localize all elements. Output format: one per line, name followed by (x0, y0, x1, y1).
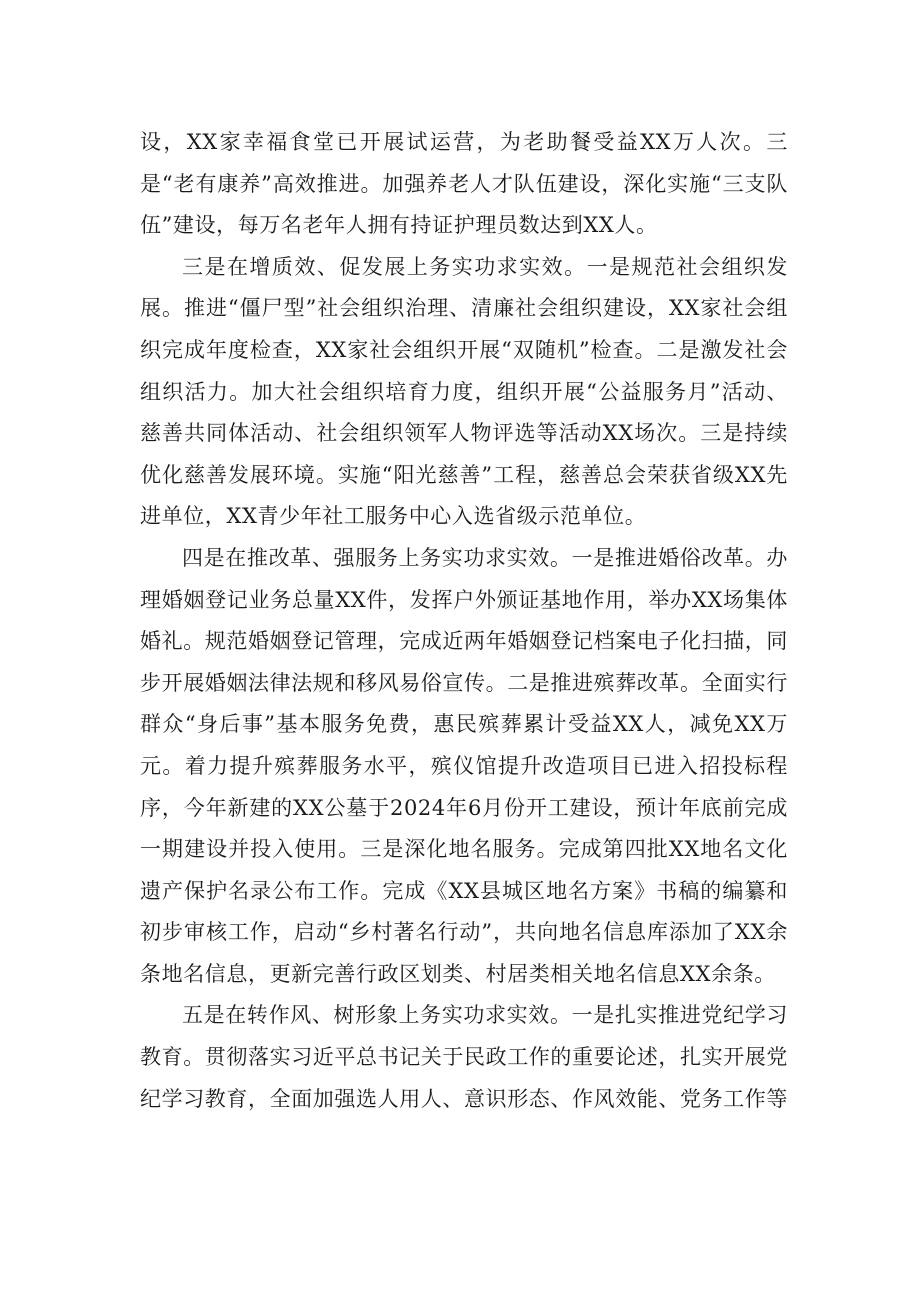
paragraph-1: 设，XX家幸福食堂已开展试运营，为老助餐受益XX万人次。三是“老有康养”高效推进。加强养老人才队伍建设，深化实施“三支队伍”建设，每万名老年人拥有持证护理员数达到XX人。 (140, 130, 788, 238)
paragraph-3: 四是在推改革、强服务上务实功求实效。一是推进婚俗改革。办理婚姻登记业务总量XX件，发挥户外颁证基地作用，举办XX场集体婚礼。规范婚姻登记管理，完成近两年婚姻登记档案电子化扫描，同步开展婚姻法律法规和移风易俗宣传。二是推进殡葬改革。全面实行群众“身后事”基本服务免费，惠民殡葬累计受益XX人，减免XX万元。着力提升殡葬服务水平，殡仪馆提升改造项目已进入招投标程序，今年新建的XX公墓于2024年6月份开工建设，预计年底前完成一期建设并投入使用。三是深化地名服务。完成第四批XX地名文化遗产保护名录公布工作。完成《XX县城区地名方案》书稿的编纂和初步审核工作，启动“乡村著名行动”，共向地名信息库添加了XX余条地名信息，更新完善行政区划类、村居类相关地名信息XX余条。 (140, 545, 788, 986)
document-body (140, 122, 788, 1120)
paragraph-4: 五是在转作风、树形象上务实功求实效。一是扎实推进党纪学习教育。贯彻落实习近平总书记关于民政工作的重要论述，扎实开展党纪学习教育，全面加强选人用人、意识形态、作风效能、党务工作等 (140, 1003, 788, 1111)
paragraph-2: 三是在增质效、促发展上务实功求实效。一是规范社会组织发展。推进“僵尸型”社会组织治理、清廉社会组织建设，XX家社会组织完成年度检查，XX家社会组织开展“双随机”检查。二是激发社会组织活力。加大社会组织培育力度，组织开展“公益服务月”活动、慈善共同体活动、社会组织领军人物评选等活动XX场次。三是持续优化慈善发展环境。实施“阳光慈善”工程，慈善总会荣获省级XX先进单位，XX青少年社工服务中心入选省级示范单位。 (140, 254, 788, 529)
